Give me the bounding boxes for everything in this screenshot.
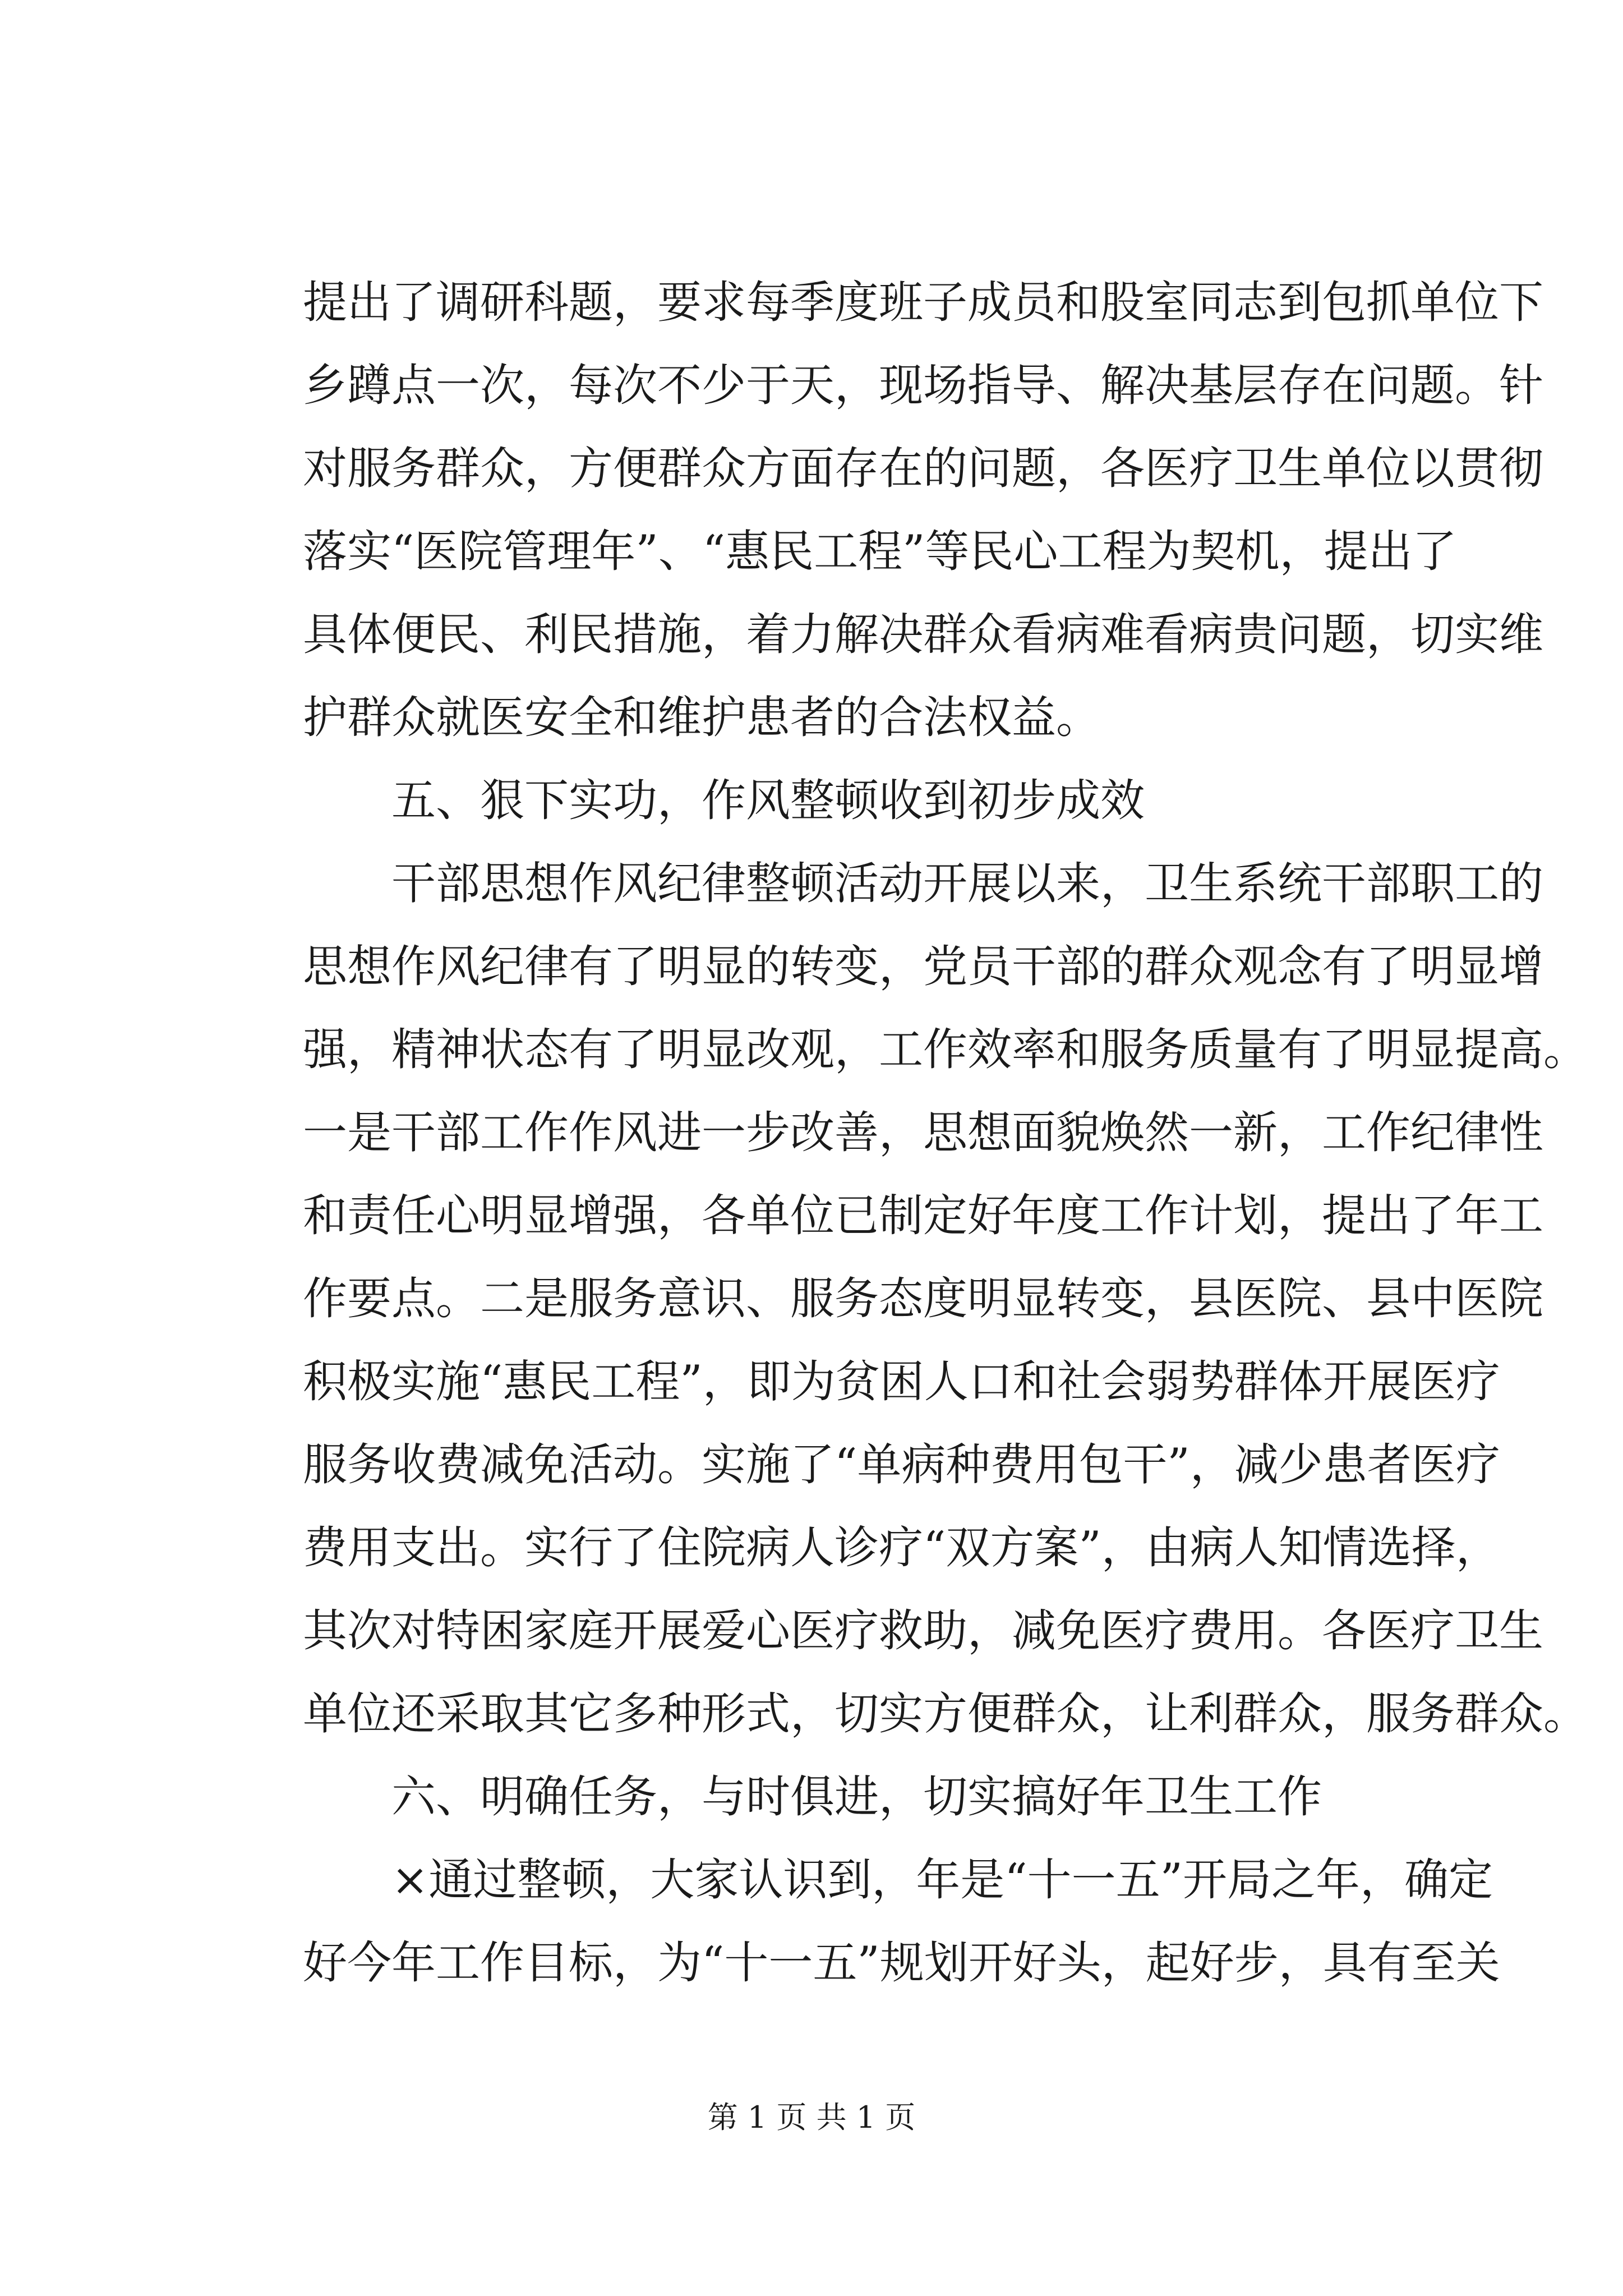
text-line: 其次对特困家庭开展爱心医疗救助，减免医疗费用。各医疗卫生	[303, 1605, 1543, 1657]
text-line: 具体便民、利民措施，着力解决群众看病难看病贵问题，切实维	[303, 609, 1543, 660]
text-line: 护群众就医安全和维护患者的合法权益。	[303, 692, 1100, 743]
text-line: 好今年工作目标，为“十一五”规划开好头，起好步，具有至关	[303, 1937, 1500, 1989]
page-footer: 第 1 页 共 1 页	[707, 2100, 916, 2135]
text-line: 一是干部工作作风进一步改善，思想面貌焕然一新，工作纪律性	[303, 1107, 1543, 1158]
text-line: ×通过整顿，大家认识到，年是“十一五”开局之年，确定	[391, 1854, 1493, 1906]
text-line: 作要点。二是服务意识、服务态度明显转变，县医院、县中医院	[303, 1273, 1543, 1324]
text-line: 乡蹲点一次，每次不少于天，现场指导、解决基层存在问题。针	[303, 360, 1543, 411]
text-line: 积极实施“惠民工程”，即为贫困人口和社会弱势群体开展医疗	[303, 1356, 1500, 1407]
text-line: 落实“医院管理年”、“惠民工程”等民心工程为契机，提出了	[303, 526, 1457, 577]
text-line: 对服务群众，方便群众方面存在的问题，各医疗卫生单位以贯彻	[303, 443, 1543, 494]
text-line: 服务收费减免活动。实施了“单病种费用包干”，减少患者医疗	[303, 1439, 1500, 1490]
section-heading: 五、狠下实功，作风整顿收到初步成效	[391, 775, 1145, 826]
text-line: 干部思想作风纪律整顿活动开展以来，卫生系统干部职工的	[391, 858, 1543, 909]
text-line: 提出了调研科题，要求每季度班子成员和股室同志到包抓单位下	[303, 277, 1543, 328]
text-line: 单位还采取其它多种形式，切实方便群众，让利群众，服务群众。	[303, 1688, 1588, 1740]
text-line: 和责任心明显增强，各单位已制定好年度工作计划，提出了年工	[303, 1190, 1543, 1241]
text-line: 强，精神状态有了明显改观，工作效率和服务质量有了明显提高。	[303, 1024, 1588, 1075]
text-line: 费用支出。实行了住院病人诊疗“双方案”，由病人知情选择，	[303, 1522, 1500, 1573]
section-heading: 六、明确任务，与时俱进，切实搞好年卫生工作	[391, 1771, 1322, 1823]
text-line: 思想作风纪律有了明显的转变，党员干部的群众观念有了明显增	[303, 941, 1543, 992]
body-text	[303, 261, 1588, 2004]
